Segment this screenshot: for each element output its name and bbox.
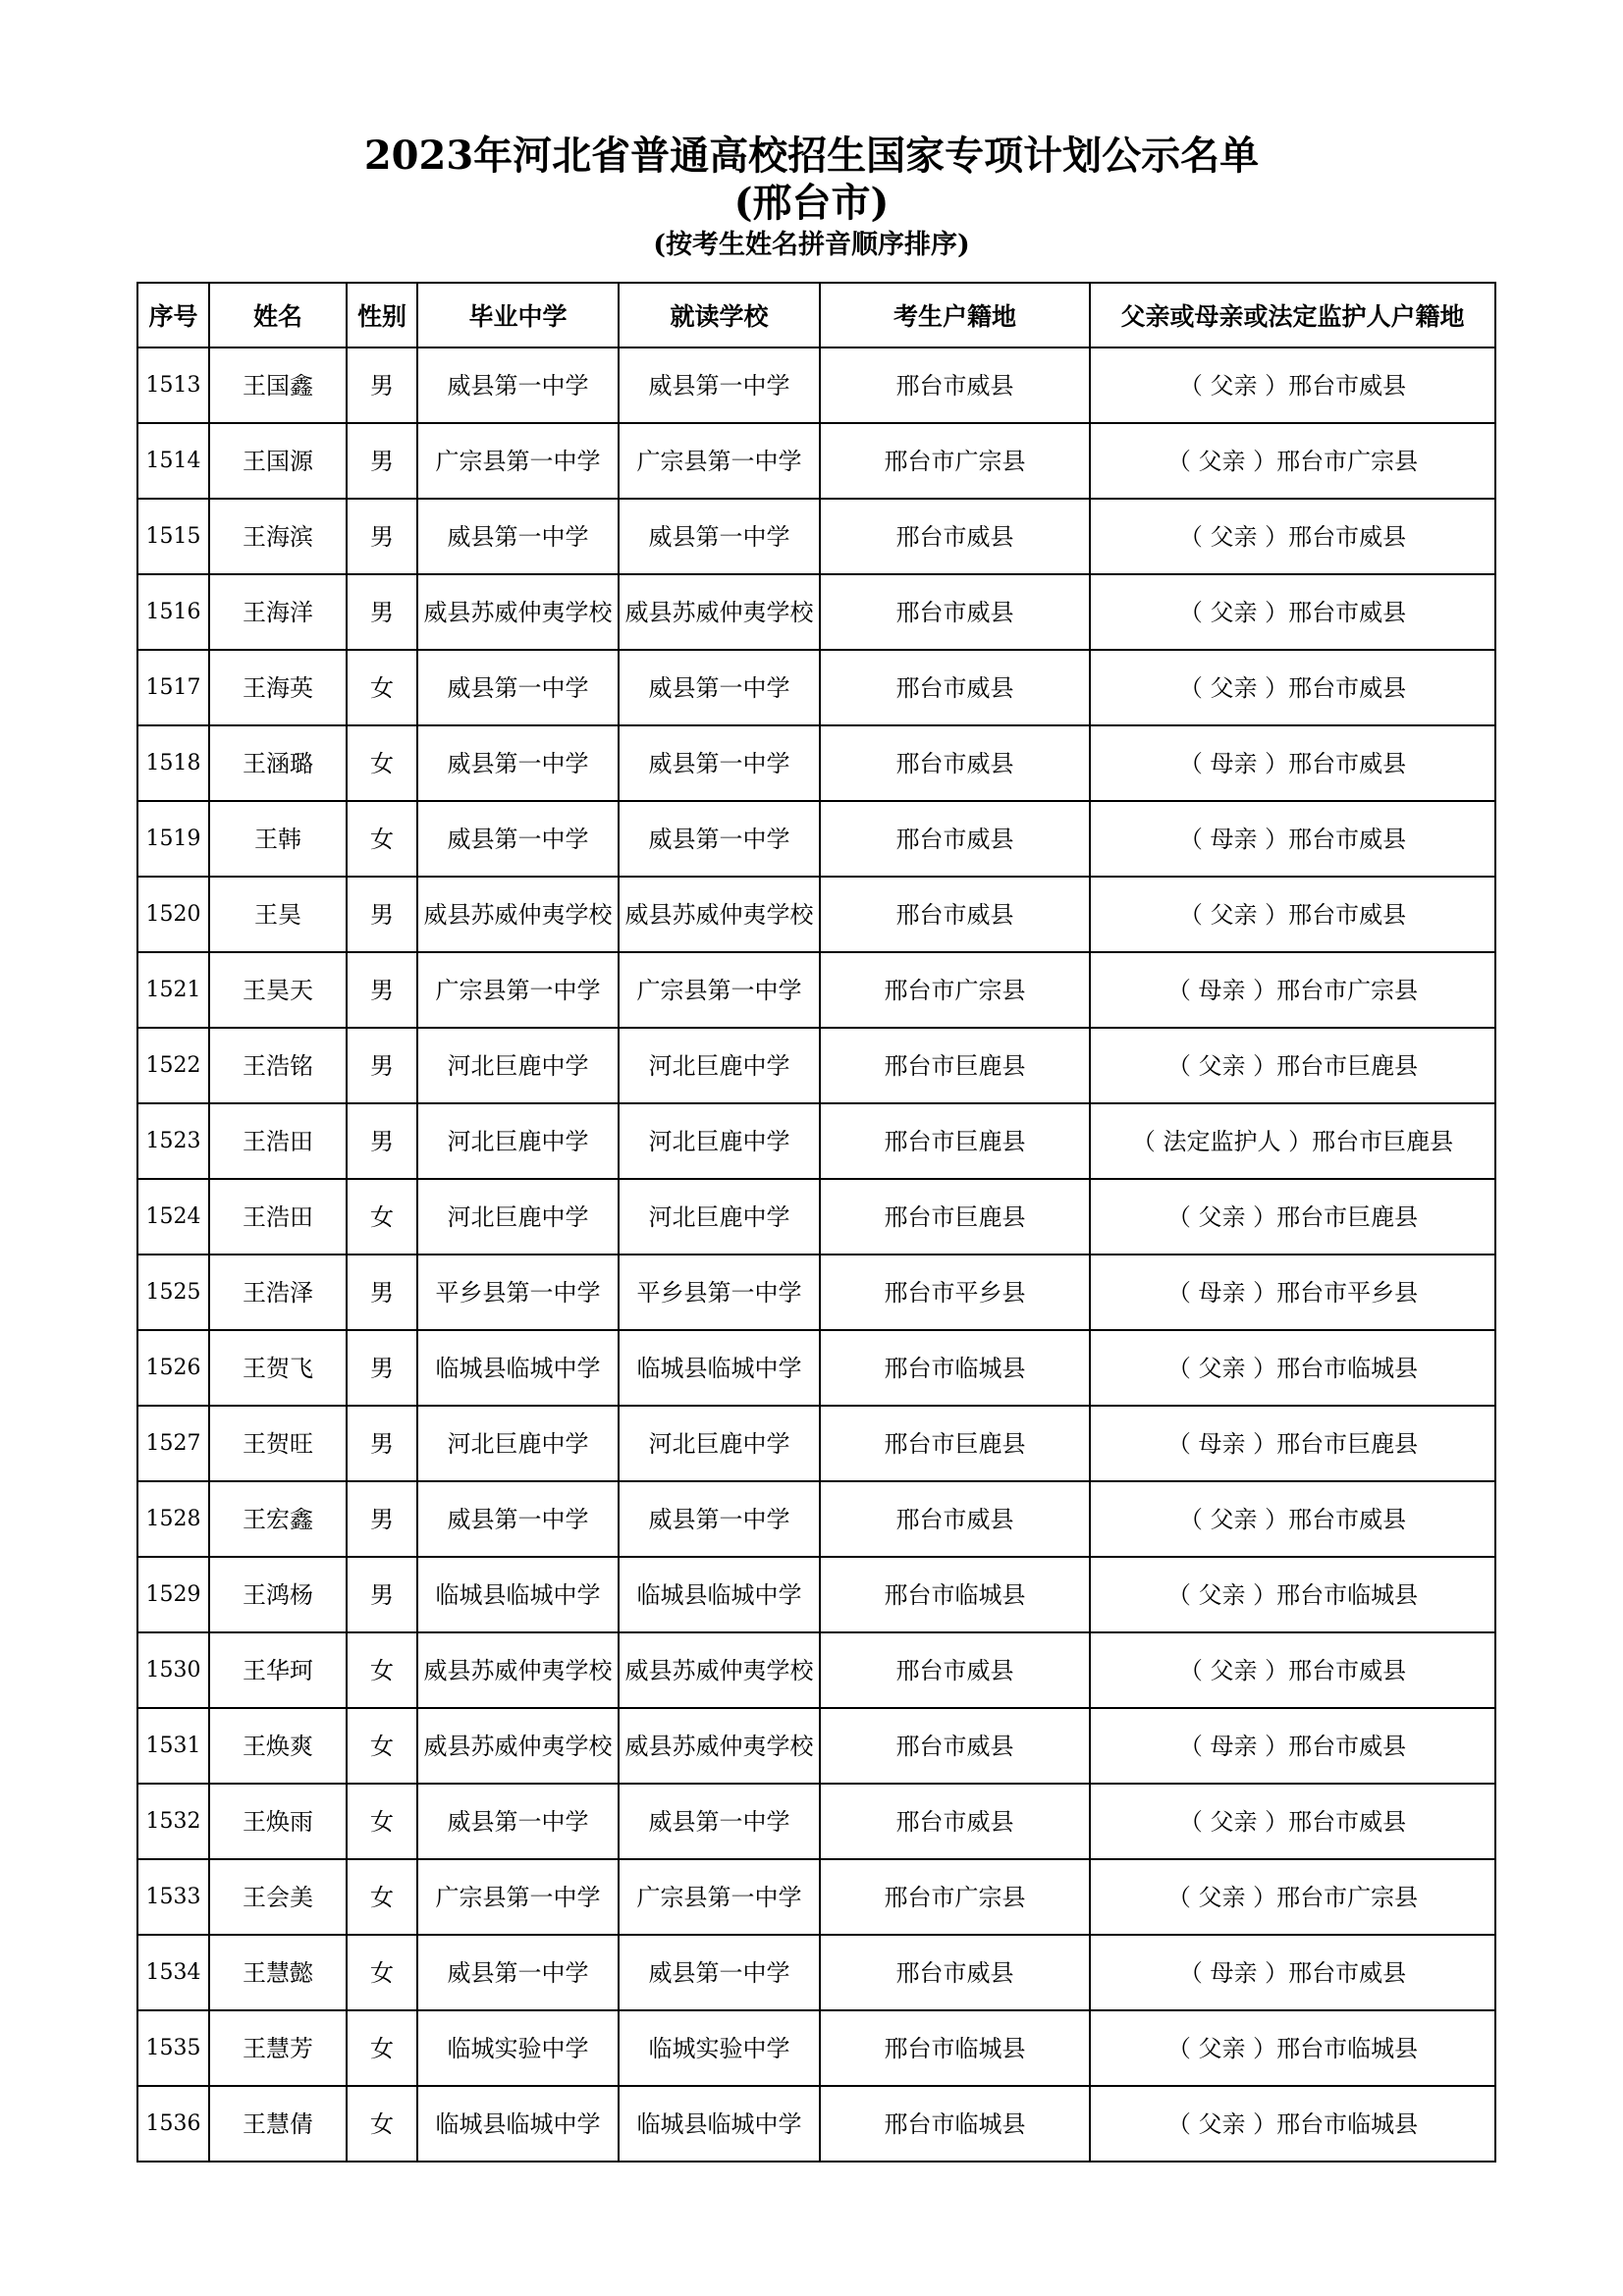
table-row (137, 1784, 1495, 1859)
cell-graduated-school: 河北巨鹿中学 (417, 1406, 619, 1481)
cell-graduated-school: 临城实验中学 (417, 2010, 619, 2086)
table-row (137, 1255, 1495, 1330)
cell-name: 王浩铭 (209, 1028, 347, 1103)
cell-graduated-school: 广宗县第一中学 (417, 1859, 619, 1935)
table-row (137, 1406, 1495, 1481)
cell-graduated-school: 平乡县第一中学 (417, 1255, 619, 1330)
cell-gender: 女 (347, 1708, 417, 1784)
cell-current-school: 威县苏威仲夷学校 (619, 877, 820, 952)
cell-name: 王韩 (209, 801, 347, 877)
cell-current-school: 临城县临城中学 (619, 1557, 820, 1632)
cell-graduated-school: 河北巨鹿中学 (417, 1179, 619, 1255)
cell-graduated-school: 威县第一中学 (417, 650, 619, 725)
cell-graduated-school: 威县苏威仲夷学校 (417, 1708, 619, 1784)
cell-parent-hukou: （ 父亲 ）邢台市威县 (1090, 877, 1495, 952)
cell-parent-hukou: （ 父亲 ）邢台市广宗县 (1090, 423, 1495, 499)
header-graduated-school: 毕业中学 (417, 283, 619, 347)
cell-current-school: 威县第一中学 (619, 347, 820, 423)
cell-seq: 1519 (137, 801, 209, 877)
header-name: 姓名 (209, 283, 347, 347)
cell-gender: 男 (347, 1481, 417, 1557)
cell-seq: 1534 (137, 1935, 209, 2010)
table-row (137, 725, 1495, 801)
cell-seq: 1528 (137, 1481, 209, 1557)
header-seq: 序号 (137, 283, 209, 347)
cell-parent-hukou: （ 父亲 ）邢台市巨鹿县 (1090, 1179, 1495, 1255)
cell-seq: 1530 (137, 1632, 209, 1708)
cell-gender: 女 (347, 2086, 417, 2162)
cell-graduated-school: 威县第一中学 (417, 1784, 619, 1859)
cell-student-hukou: 邢台市广宗县 (820, 423, 1090, 499)
cell-graduated-school: 威县苏威仲夷学校 (417, 877, 619, 952)
cell-gender: 女 (347, 801, 417, 877)
cell-gender: 女 (347, 1784, 417, 1859)
cell-parent-hukou: （ 父亲 ）邢台市临城县 (1090, 1557, 1495, 1632)
cell-gender: 男 (347, 877, 417, 952)
cell-current-school: 威县第一中学 (619, 801, 820, 877)
header-student-hukou: 考生户籍地 (820, 283, 1090, 347)
cell-name: 王海英 (209, 650, 347, 725)
cell-student-hukou: 邢台市威县 (820, 1935, 1090, 2010)
cell-graduated-school: 广宗县第一中学 (417, 952, 619, 1028)
header-parent-hukou: 父亲或母亲或法定监护人户籍地 (1090, 283, 1495, 347)
cell-student-hukou: 邢台市临城县 (820, 2010, 1090, 2086)
cell-gender: 男 (347, 1028, 417, 1103)
cell-name: 王昊天 (209, 952, 347, 1028)
cell-graduated-school: 临城县临城中学 (417, 1557, 619, 1632)
cell-graduated-school: 临城县临城中学 (417, 2086, 619, 2162)
cell-parent-hukou: （ 父亲 ）邢台市威县 (1090, 499, 1495, 574)
cell-parent-hukou: （ 父亲 ）邢台市临城县 (1090, 2086, 1495, 2162)
cell-student-hukou: 邢台市巨鹿县 (820, 1028, 1090, 1103)
cell-graduated-school: 威县苏威仲夷学校 (417, 574, 619, 650)
table-row (137, 423, 1495, 499)
cell-current-school: 威县苏威仲夷学校 (619, 574, 820, 650)
document-title: 2023年河北省普通高校招生国家专项计划公示名单 (363, 133, 1260, 179)
table-row (137, 1859, 1495, 1935)
cell-gender: 男 (347, 423, 417, 499)
cell-seq: 1535 (137, 2010, 209, 2086)
cell-current-school: 河北巨鹿中学 (619, 1179, 820, 1255)
table-row (137, 2010, 1495, 2086)
cell-student-hukou: 邢台市威县 (820, 650, 1090, 725)
cell-current-school: 河北巨鹿中学 (619, 1103, 820, 1179)
cell-name: 王海洋 (209, 574, 347, 650)
cell-gender: 男 (347, 347, 417, 423)
cell-parent-hukou: （ 父亲 ）邢台市威县 (1090, 574, 1495, 650)
table-row (137, 1708, 1495, 1784)
header-current-school: 就读学校 (619, 283, 820, 347)
table-row (137, 1935, 1495, 2010)
cell-student-hukou: 邢台市威县 (820, 801, 1090, 877)
cell-parent-hukou: （ 父亲 ）邢台市临城县 (1090, 2010, 1495, 2086)
cell-gender: 女 (347, 1935, 417, 2010)
cell-parent-hukou: （ 父亲 ）邢台市巨鹿县 (1090, 1028, 1495, 1103)
cell-name: 王浩田 (209, 1179, 347, 1255)
cell-gender: 女 (347, 1632, 417, 1708)
cell-parent-hukou: （ 父亲 ）邢台市威县 (1090, 347, 1495, 423)
table-row (137, 1557, 1495, 1632)
table-row (137, 952, 1495, 1028)
cell-current-school: 广宗县第一中学 (619, 1859, 820, 1935)
cell-name: 王会美 (209, 1859, 347, 1935)
cell-current-school: 平乡县第一中学 (619, 1255, 820, 1330)
table-row (137, 1103, 1495, 1179)
cell-parent-hukou: （ 父亲 ）邢台市威县 (1090, 1632, 1495, 1708)
table-header-row (137, 283, 1495, 347)
cell-current-school: 河北巨鹿中学 (619, 1028, 820, 1103)
cell-seq: 1524 (137, 1179, 209, 1255)
cell-seq: 1516 (137, 574, 209, 650)
cell-seq: 1522 (137, 1028, 209, 1103)
cell-name: 王贺旺 (209, 1406, 347, 1481)
cell-gender: 男 (347, 1330, 417, 1406)
cell-current-school: 威县第一中学 (619, 1784, 820, 1859)
cell-student-hukou: 邢台市威县 (820, 574, 1090, 650)
header-gender: 性别 (347, 283, 417, 347)
cell-gender: 男 (347, 1557, 417, 1632)
table-body (137, 347, 1495, 2162)
cell-parent-hukou: （ 法定监护人 ）邢台市巨鹿县 (1090, 1103, 1495, 1179)
cell-current-school: 威县第一中学 (619, 650, 820, 725)
cell-graduated-school: 威县苏威仲夷学校 (417, 1632, 619, 1708)
cell-current-school: 威县第一中学 (619, 1481, 820, 1557)
cell-parent-hukou: （ 父亲 ）邢台市威县 (1090, 650, 1495, 725)
table-row (137, 1481, 1495, 1557)
cell-name: 王慧懿 (209, 1935, 347, 2010)
cell-name: 王浩田 (209, 1103, 347, 1179)
cell-seq: 1521 (137, 952, 209, 1028)
cell-graduated-school: 威县第一中学 (417, 499, 619, 574)
cell-name: 王涵璐 (209, 725, 347, 801)
cell-student-hukou: 邢台市威县 (820, 499, 1090, 574)
cell-name: 王慧倩 (209, 2086, 347, 2162)
cell-student-hukou: 邢台市威县 (820, 877, 1090, 952)
cell-gender: 男 (347, 499, 417, 574)
cell-student-hukou: 邢台市临城县 (820, 1330, 1090, 1406)
table-row (137, 2086, 1495, 2162)
cell-current-school: 威县苏威仲夷学校 (619, 1708, 820, 1784)
cell-student-hukou: 邢台市威县 (820, 1481, 1090, 1557)
cell-parent-hukou: （ 父亲 ）邢台市临城县 (1090, 1330, 1495, 1406)
cell-current-school: 广宗县第一中学 (619, 952, 820, 1028)
cell-parent-hukou: （ 母亲 ）邢台市威县 (1090, 725, 1495, 801)
cell-name: 王国源 (209, 423, 347, 499)
cell-current-school: 广宗县第一中学 (619, 423, 820, 499)
table-row (137, 650, 1495, 725)
table-row (137, 877, 1495, 952)
cell-seq: 1526 (137, 1330, 209, 1406)
table-row (137, 1028, 1495, 1103)
cell-gender: 男 (347, 1103, 417, 1179)
cell-seq: 1515 (137, 499, 209, 574)
cell-seq: 1513 (137, 347, 209, 423)
cell-student-hukou: 邢台市威县 (820, 1708, 1090, 1784)
cell-parent-hukou: （ 父亲 ）邢台市威县 (1090, 1481, 1495, 1557)
cell-gender: 男 (347, 952, 417, 1028)
cell-gender: 女 (347, 1179, 417, 1255)
cell-student-hukou: 邢台市平乡县 (820, 1255, 1090, 1330)
cell-seq: 1520 (137, 877, 209, 952)
cell-student-hukou: 邢台市威县 (820, 347, 1090, 423)
cell-graduated-school: 河北巨鹿中学 (417, 1103, 619, 1179)
cell-name: 王海滨 (209, 499, 347, 574)
table-row (137, 1632, 1495, 1708)
cell-name: 王宏鑫 (209, 1481, 347, 1557)
cell-student-hukou: 邢台市广宗县 (820, 952, 1090, 1028)
cell-gender: 女 (347, 1859, 417, 1935)
cell-parent-hukou: （ 父亲 ）邢台市威县 (1090, 1784, 1495, 1859)
cell-student-hukou: 邢台市威县 (820, 725, 1090, 801)
cell-parent-hukou: （ 母亲 ）邢台市巨鹿县 (1090, 1406, 1495, 1481)
cell-graduated-school: 临城县临城中学 (417, 1330, 619, 1406)
cell-gender: 男 (347, 1255, 417, 1330)
table-row (137, 347, 1495, 423)
cell-graduated-school: 威县第一中学 (417, 1481, 619, 1557)
table-row (137, 801, 1495, 877)
cell-seq: 1518 (137, 725, 209, 801)
cell-seq: 1514 (137, 423, 209, 499)
roster-table (136, 282, 1496, 2163)
cell-seq: 1527 (137, 1406, 209, 1481)
table-row (137, 1330, 1495, 1406)
cell-student-hukou: 邢台市广宗县 (820, 1859, 1090, 1935)
cell-name: 王浩泽 (209, 1255, 347, 1330)
cell-graduated-school: 广宗县第一中学 (417, 423, 619, 499)
cell-seq: 1533 (137, 1859, 209, 1935)
cell-graduated-school: 河北巨鹿中学 (417, 1028, 619, 1103)
cell-current-school: 威县苏威仲夷学校 (619, 1632, 820, 1708)
cell-graduated-school: 威县第一中学 (417, 347, 619, 423)
cell-parent-hukou: （ 母亲 ）邢台市威县 (1090, 801, 1495, 877)
cell-student-hukou: 邢台市巨鹿县 (820, 1179, 1090, 1255)
cell-name: 王慧芳 (209, 2010, 347, 2086)
cell-seq: 1525 (137, 1255, 209, 1330)
table-row (137, 1179, 1495, 1255)
cell-graduated-school: 威县第一中学 (417, 801, 619, 877)
cell-current-school: 威县第一中学 (619, 725, 820, 801)
cell-gender: 男 (347, 1406, 417, 1481)
cell-seq: 1532 (137, 1784, 209, 1859)
cell-seq: 1523 (137, 1103, 209, 1179)
cell-current-school: 临城县临城中学 (619, 1330, 820, 1406)
document-city: (邢台市) (733, 180, 890, 226)
cell-current-school: 河北巨鹿中学 (619, 1406, 820, 1481)
cell-parent-hukou: （ 母亲 ）邢台市威县 (1090, 1935, 1495, 2010)
cell-seq: 1529 (137, 1557, 209, 1632)
cell-name: 王贺飞 (209, 1330, 347, 1406)
cell-name: 王焕爽 (209, 1708, 347, 1784)
cell-current-school: 临城县临城中学 (619, 2086, 820, 2162)
cell-student-hukou: 邢台市巨鹿县 (820, 1406, 1090, 1481)
cell-current-school: 临城实验中学 (619, 2010, 820, 2086)
cell-name: 王国鑫 (209, 347, 347, 423)
cell-parent-hukou: （ 母亲 ）邢台市平乡县 (1090, 1255, 1495, 1330)
cell-parent-hukou: （ 母亲 ）邢台市威县 (1090, 1708, 1495, 1784)
cell-parent-hukou: （ 父亲 ）邢台市广宗县 (1090, 1859, 1495, 1935)
table-row (137, 574, 1495, 650)
cell-current-school: 威县第一中学 (619, 1935, 820, 2010)
cell-student-hukou: 邢台市临城县 (820, 1557, 1090, 1632)
cell-student-hukou: 邢台市威县 (820, 1632, 1090, 1708)
cell-student-hukou: 邢台市临城县 (820, 2086, 1090, 2162)
cell-graduated-school: 威县第一中学 (417, 1935, 619, 2010)
document-sort-note: (按考生姓名拼音顺序排序) (653, 230, 970, 260)
cell-name: 王鸿杨 (209, 1557, 347, 1632)
table-row (137, 499, 1495, 574)
cell-graduated-school: 威县第一中学 (417, 725, 619, 801)
cell-gender: 男 (347, 574, 417, 650)
cell-gender: 女 (347, 650, 417, 725)
cell-seq: 1536 (137, 2086, 209, 2162)
cell-gender: 女 (347, 2010, 417, 2086)
cell-seq: 1517 (137, 650, 209, 725)
cell-seq: 1531 (137, 1708, 209, 1784)
cell-name: 王昊 (209, 877, 347, 952)
cell-current-school: 威县第一中学 (619, 499, 820, 574)
cell-name: 王华珂 (209, 1632, 347, 1708)
cell-student-hukou: 邢台市巨鹿县 (820, 1103, 1090, 1179)
cell-gender: 女 (347, 725, 417, 801)
cell-name: 王焕雨 (209, 1784, 347, 1859)
cell-student-hukou: 邢台市威县 (820, 1784, 1090, 1859)
cell-parent-hukou: （ 母亲 ）邢台市广宗县 (1090, 952, 1495, 1028)
